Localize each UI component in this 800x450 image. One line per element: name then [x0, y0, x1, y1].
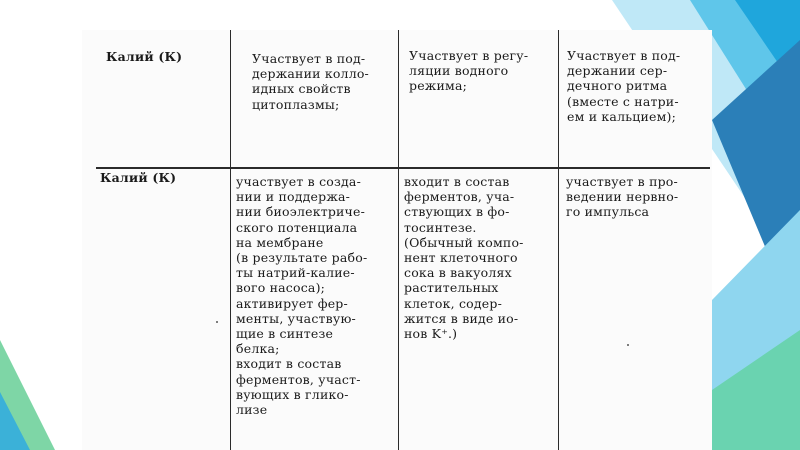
- row2-function-1: участвует в созда- нии и поддержа- нии биоэлектриче- ского потенциала на мембране (в результате рабо- ты натрий-калие- вого насоса); активирует фер- менты, участвую- щие в синтезе белка; входит в состав ферментов, участ- вующих в глико- лизе: [236, 174, 368, 418]
- row2-function-3: участвует в про- ведении нервно- го импульса: [566, 174, 679, 220]
- table-divider-vertical-3: [558, 30, 559, 450]
- row1-element-name: Калий (К): [106, 49, 183, 64]
- row1-function-2: Участвует в регу- ляции водного режима;: [409, 48, 529, 94]
- scan-speck: [627, 344, 629, 346]
- scanned-table: [82, 30, 712, 450]
- table-divider-vertical-2: [398, 30, 399, 450]
- table-divider-horizontal: [96, 167, 710, 169]
- table-divider-vertical-1: [230, 30, 231, 450]
- row2-element-name: Калий (К): [100, 170, 177, 185]
- row1-function-3: Участвует в под- держании сер- дечного ритма (вместе с натри- ем и кальцием);: [567, 48, 681, 124]
- row2-function-2: входит в состав ферментов, уча- ствующих в фо- тосинтезе. (Обычный компо- нент клеточного сока в вакуолях растительных клеток, содер- жится в виде ио- нов K⁺.): [404, 174, 524, 342]
- row1-function-1: Участвует в под- держании колло- идных свойств цитоплазмы;: [252, 51, 369, 112]
- scan-speck: [216, 321, 218, 323]
